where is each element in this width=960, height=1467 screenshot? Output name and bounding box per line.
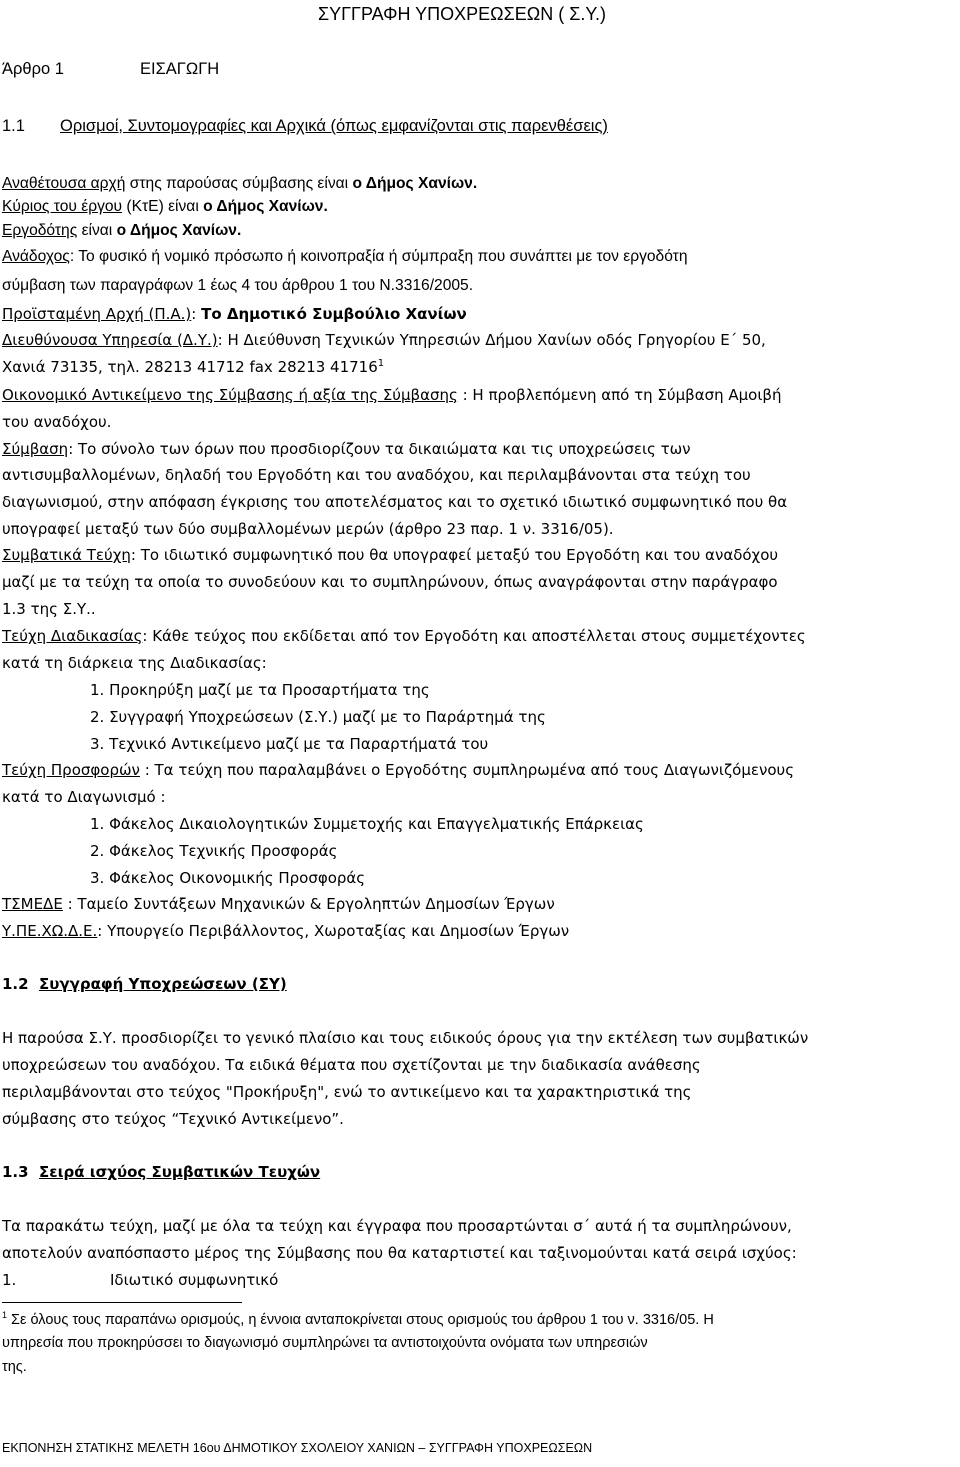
paragraph-line: υποχρεώσεων του αναδόχου. Τα ειδικά θέματα που σχετίζονται με την διαδικασία ανάθεσης	[2, 1056, 701, 1074]
def-symvasi-line3: διαγωνισμού, στην απόφαση έγκρισης του αποτελέσματος και το σχετικό ιδιωτικό συμφωνητικό που θα	[2, 493, 788, 511]
def-symvasi	[2, 440, 691, 458]
def-symvatika	[2, 546, 778, 564]
list-item: 1. Προκηρύξη μαζί με τα Προσαρτήματα της	[90, 681, 430, 699]
list-item: 1. Φάκελος Δικαιολογητικών Συμμετοχής και Επαγγελματικής Επάρκειας	[90, 815, 644, 833]
def-diadikasias	[2, 627, 806, 645]
list-item: 2. Φάκελος Τεχνικής Προσφοράς	[90, 842, 338, 860]
def-bold: ο Δήμος Χανίων.	[116, 222, 242, 239]
article-number: Άρθρο 1	[2, 60, 64, 78]
paragraph-line: σύμβασης στο τεύχος “Τεχνικό Αντικείμενο”.	[2, 1110, 344, 1128]
article-name: ΕΙΣΑΓΩΓΗ	[140, 60, 220, 78]
def-diadikasias-line2: κατά τη διάρκεια της Διαδικασίας:	[2, 654, 267, 672]
def-text: : Κάθε τεύχος που εκδίδεται από τον Εργοδότη και αποστέλλεται στους συμμετέχοντες	[142, 627, 806, 645]
def-anadoxos	[2, 248, 688, 266]
def-antikeimeno	[2, 386, 782, 404]
page-footer: ΕΚΠΟΝΗΣΗ ΣΤΑΤΙΚΗΣ ΜΕΛΕΤΗ 16ου ΔΗΜΟΤΙΚΟΥ ΣΧΟΛΕΙΟΥ ΧΑΝΙΩΝ – ΣΥΓΓΡΑΦΗ ΥΠΟΧΡΕΩΣΕΩΝ	[2, 1441, 593, 1455]
def-term: Υ.ΠΕ.ΧΩ.Δ.Ε.	[2, 922, 98, 940]
def-term: Ανάδοχος	[2, 248, 70, 265]
ordered-item-text: Ιδιωτικό συμφωνητικό	[110, 1271, 279, 1289]
def-text: : Το ιδιωτικό συμφωνητικό που θα υπογραφεί μεταξύ του Εργοδότη και του αναδόχου	[130, 546, 779, 564]
def-symvatika-line2: μαζί με τα τεύχη τα οποία το συνοδεύουν και το συμπληρώνουν, όπως αναγράφονται στην παράγραφο	[2, 573, 778, 591]
def-term: Προϊσταμένη Αρχή (Π.Α.)	[2, 305, 192, 323]
def-bold: ο Δήμος Χανίων.	[203, 198, 328, 215]
def-prosforon	[2, 761, 794, 779]
def-text: Χανιά 73135, τηλ. 28213 41712 fax 28213 41716	[2, 358, 378, 376]
def-term: Διευθύνουσα Υπηρεσία (Δ.Υ.)	[2, 331, 218, 349]
def-text: : Το σύνολο των όρων που προσδιορίζουν τα δικαιώματα και τις υποχρεώσεις των	[68, 440, 691, 458]
footnote-line3: της.	[2, 1359, 27, 1375]
def-symvasi-line2: αντισυμβαλλομένων, δηλαδή του Εργοδότη και του αναδόχου, και περιλαμβάνονται στα τεύχη του	[2, 466, 751, 484]
def-text: :	[191, 305, 202, 323]
def-term: Συμβατικά Τεύχη	[2, 546, 131, 564]
def-tsmede	[2, 895, 555, 913]
section-1-3-heading	[2, 1163, 320, 1181]
def-prosforon-line2: κατά το Διαγωνισμό :	[2, 788, 166, 806]
def-ypexode	[2, 922, 569, 940]
def-bold: ο Δήμος Χανίων.	[352, 175, 478, 192]
def-text: (ΚτΕ) είναι	[122, 198, 204, 215]
paragraph-line: Η παρούσα Σ.Υ. προσδιορίζει το γενικό πλαίσιο και τους ειδικούς όρους για την εκτέλεση των συμβατικών	[2, 1029, 809, 1047]
paragraph-line: Τα παρακάτω τεύχη, μαζί με όλα τα τεύχη και έγγραφα που προσαρτώνται σ΄ αυτά ή τα συμπληρώνουν,	[2, 1217, 792, 1235]
def-symvasi-line4: υπογραφεί μεταξύ των δύο συμβαλλομένων μερών (άρθρο 23 παρ. 1 ν. 3316/05).	[2, 520, 614, 538]
def-bold: Το Δημοτικό Συμβούλιο Χανίων	[201, 305, 467, 323]
def-term: Εργοδότης	[2, 222, 78, 239]
def-kyrios	[2, 198, 328, 216]
def-term: Τεύχη Διαδικασίας	[2, 627, 143, 645]
def-anadoxos-line2: σύμβαση των παραγράφων 1 έως 4 του άρθρου 1 του Ν.3316/2005.	[2, 277, 474, 294]
footnote	[2, 1310, 714, 1328]
def-text: : Τα τεύχη που παραλαμβάνει ο Εργοδότης συμπληρωμένα από τους Διαγωνιζόμενους	[139, 761, 795, 779]
def-term: Οικονομικό Αντικείμενο της Σύμβασης ή αξία της Σύμβασης	[2, 386, 458, 404]
def-text: : Ταμείο Συντάξεων Μηχανικών & Εργοληπτών Δημοσίων Έργων	[62, 895, 555, 913]
paragraph-line: αποτελούν αναπόσπαστο μέρος της Σύμβασης που θα καταρτιστεί και ταξινομούνται κατά σειρά ισχύος:	[2, 1244, 797, 1262]
def-term: ΤΣΜΕΔΕ	[2, 895, 63, 913]
def-anathetousa	[2, 175, 477, 193]
def-term: Τεύχη Προσφορών	[2, 761, 140, 779]
def-dieuthynousa	[2, 331, 766, 349]
section-title: Συγγραφή Υποχρεώσεων (ΣΥ)	[39, 975, 287, 993]
paragraph-line: περιλαμβάνονται στο τεύχος "Προκήρυξη", ενώ το αντικείμενο και τα χαρακτηριστικά της	[2, 1083, 692, 1101]
def-text: : Η Διεύθυνση Τεχνικών Υπηρεσιών Δήμου Χανίων οδός Γρηγορίου Ε΄ 50,	[217, 331, 766, 349]
def-proistameni	[2, 305, 467, 323]
section-number: 1.2	[2, 975, 29, 993]
def-symvatika-line3: 1.3 της Σ.Υ..	[2, 600, 96, 618]
def-ergodotis	[2, 222, 241, 240]
def-text: : Υπουργείο Περιβάλλοντος, Χωροταξίας και Δημοσίων Έργων	[97, 922, 570, 940]
def-term: Σύμβαση	[2, 440, 69, 458]
footnote-ref: 1	[377, 358, 385, 369]
def-dieuthynousa-line2	[2, 358, 384, 376]
list-item: 3. Φάκελος Οικονομικής Προσφοράς	[90, 869, 366, 887]
section-1-2-heading	[2, 975, 287, 993]
footnote-mark: 1	[2, 1310, 8, 1320]
footnote-separator	[2, 1302, 242, 1303]
def-term: Αναθέτουσα αρχή	[2, 175, 126, 192]
def-text: είναι	[77, 222, 117, 239]
document-title: ΣΥΓΓΡΑΦΗ ΥΠΟΧΡΕΩΣΕΩΝ ( Σ.Υ.)	[318, 4, 607, 24]
def-text: στης παρούσας σύμβασης είναι	[125, 175, 353, 192]
def-antikeimeno-line2: του αναδόχου.	[2, 413, 112, 431]
ordered-item-number: 1.	[2, 1271, 17, 1289]
def-term: Κύριος του έργου	[2, 198, 123, 215]
section-number: 1.3	[2, 1163, 29, 1181]
def-text: : Η προβλεπόμενη από τη Σύμβαση Αμοιβή	[457, 386, 782, 404]
footnote-line2: υπηρεσία που προκηρύσσει το διαγωνισμό συμπληρώνει τα αντιστοιχούντα ονόματα των υπηρεσιών	[2, 1335, 648, 1351]
list-item: 3. Τεχνικό Αντικείμενο μαζί με τα Παραρτήματά του	[90, 735, 489, 753]
section-title: Σειρά ισχύος Συμβατικών Τευχών	[39, 1163, 321, 1181]
footnote-text: Σε όλους τους παραπάνω ορισμούς, η έννοια ανταποκρίνεται στους ορισμούς του άρθρου 1 του ν. 3316/05. Η	[7, 1311, 714, 1328]
def-text: : Το φυσικό ή νομικό πρόσωπο ή κοινοπραξία ή σύμπραξη που συνάπτει με τον εργοδότη	[69, 248, 688, 265]
section-1-1-number: 1.1	[2, 117, 25, 135]
list-item: 2. Συγγραφή Υποχρεώσεων (Σ.Υ.) μαζί με το Παράρτημά της	[90, 708, 546, 726]
section-1-1-title: Ορισμοί, Συντομογραφίες και Αρχικά (όπως εμφανίζονται στις παρενθέσεις)	[60, 117, 608, 135]
